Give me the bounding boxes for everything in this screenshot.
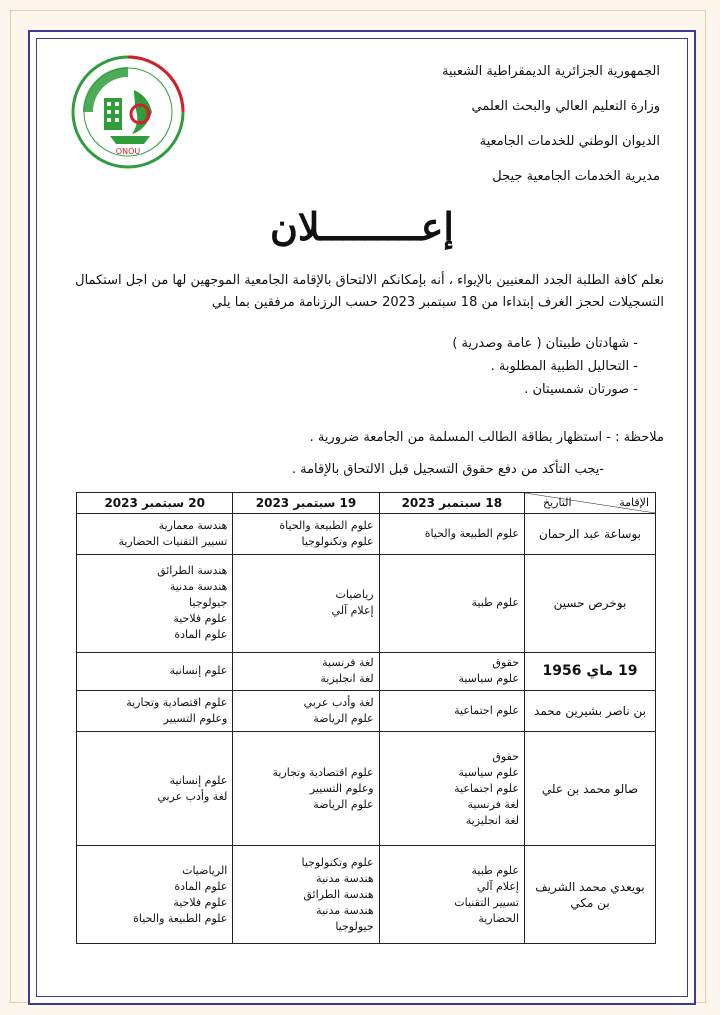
specialty-item: تسيير التقنيات xyxy=(454,895,519,909)
specialty-item: لغة فرنسية xyxy=(322,656,374,670)
specialty-item: علوم المادة xyxy=(174,879,228,893)
specialties-cell xyxy=(77,846,233,944)
specialty-item: لغة وأدب عربي xyxy=(157,789,228,803)
residence-name-cell: بويعدي محمد الشريف بن مكي xyxy=(525,846,656,944)
specialty-item: هندسة معمارية xyxy=(158,518,228,532)
specialty-item: هندسة مدنية xyxy=(316,903,374,917)
notes-section xyxy=(64,422,664,486)
header-line-ministry: وزارة التعليم العالي والبحث العلمي xyxy=(471,99,660,114)
specialty-item: لغة انجليزية xyxy=(320,672,374,686)
specialty-item: إعلام آلي xyxy=(331,604,374,618)
specialty-item: علوم فلاحية xyxy=(173,612,228,626)
specialty-item: لغة وأدب عربي xyxy=(303,696,374,710)
specialties-cell xyxy=(379,514,524,555)
specialty-item: علوم المادة xyxy=(174,628,228,642)
note-item: -يجب التأكد من دفع حقوق التسجيل قبل الالتحاق بالإقامة . xyxy=(291,462,604,477)
specialty-item: علوم اجتماعية xyxy=(454,704,519,718)
note-row xyxy=(64,454,664,486)
residence-name-cell: بوخرص حسين xyxy=(525,554,656,652)
registration-schedule-table xyxy=(76,492,656,944)
specialty-item: علوم فلاحية xyxy=(173,895,228,909)
specialty-item: هندسة الطرائق xyxy=(303,887,374,901)
header-line-republic: الجمهورية الجزائرية الديمقراطية الشعبية xyxy=(442,64,660,79)
table-header-row xyxy=(77,493,656,514)
specialty-item: علوم إنسانية xyxy=(169,773,228,787)
residence-name-cell: صالو محمد بن علي xyxy=(525,732,656,846)
specialty-item: علوم طبية xyxy=(471,596,519,610)
date-header: 19 سبتمبر 2023 xyxy=(233,493,379,514)
specialty-item: علوم وتكنولوجيا xyxy=(301,855,374,869)
specialty-item: جيولوجيا xyxy=(189,596,228,610)
note-row xyxy=(64,422,664,454)
table-row xyxy=(77,514,656,555)
specialties-cell xyxy=(233,732,379,846)
specialty-item: الرياضيات xyxy=(182,863,228,877)
specialty-item: علوم إنسانية xyxy=(169,664,228,678)
specialties-cell xyxy=(379,732,524,846)
residence-name-cell: بن ناصر بشيرين محمد xyxy=(525,691,656,732)
requirement-item: - صورتان شمسيتان . xyxy=(218,378,638,401)
specialties-cell xyxy=(77,691,233,732)
specialties-cell xyxy=(77,554,233,652)
corner-residence-label: الإقامة xyxy=(619,496,649,509)
specialties-cell xyxy=(379,554,524,652)
date-header: 20 سبتمبر 2023 xyxy=(77,493,233,514)
svg-text:ONOU: ONOU xyxy=(115,147,141,156)
note-item: - استظهار بطاقة الطالب المسلمة من الجامعة ضرورية . xyxy=(309,430,611,445)
specialty-item: علوم اقتصادية وتجارية xyxy=(272,765,374,779)
specialties-cell xyxy=(379,652,524,691)
table-row xyxy=(77,846,656,944)
specialty-item: الحضارية xyxy=(478,911,519,925)
announcement-page xyxy=(28,30,696,1005)
specialties-cell xyxy=(77,732,233,846)
corner-date-label: التاريخ xyxy=(543,496,572,509)
table-row xyxy=(77,732,656,846)
header-line-directorate: مديرية الخدمات الجامعية جيجل xyxy=(492,169,660,184)
specialty-item: علوم الطبيعة والحياة xyxy=(133,911,228,925)
table-row xyxy=(77,652,656,691)
intro-paragraph: نعلم كافة الطلبة الجدد المعنيين بالإيواء ، أنه بإمكانكم الالتحاق بالإقامة الجامعية الموجهين لها من اجل استكمال التسجيلات لحجز الغرف إبتداءا من 18 سبتمبر 2023 حسب الرزنامة مرفقين بما يلي xyxy=(75,273,664,310)
requirements-list xyxy=(218,332,638,401)
specialty-item: علوم الطبيعة والحياة xyxy=(424,526,519,540)
specialty-item: جيولوجيا xyxy=(335,919,374,933)
table-row xyxy=(77,554,656,652)
specialties-cell xyxy=(233,514,379,555)
specialty-item: حقوق xyxy=(492,656,519,670)
date-header: 18 سبتمبر 2023 xyxy=(379,493,524,514)
specialty-item: علوم طبية xyxy=(471,863,519,877)
residence-name-cell: بوساعة عبد الرحمان xyxy=(525,514,656,555)
specialty-item: حقوق xyxy=(492,749,519,763)
notes-label: ملاحظة : xyxy=(615,430,664,445)
specialty-item: علوم اجتماعية xyxy=(454,781,519,795)
specialty-item: رياضيات xyxy=(335,588,374,602)
specialty-item: لغة فرنسية xyxy=(467,797,519,811)
specialties-cell xyxy=(233,846,379,944)
ministry-header xyxy=(300,54,660,194)
specialties-cell xyxy=(379,691,524,732)
requirement-item: - شهادتان طبيتان ( عامة وصدرية ) xyxy=(218,332,638,355)
specialty-item: وعلوم التسيير xyxy=(163,712,228,726)
specialties-cell xyxy=(77,652,233,691)
specialty-item: علوم سياسية xyxy=(458,672,519,686)
specialty-item: علوم الرياضة xyxy=(313,797,374,811)
specialties-cell xyxy=(233,554,379,652)
specialty-item: علوم الطبيعة والحياة xyxy=(279,518,374,532)
table-corner-cell xyxy=(525,493,656,514)
header-line-office: الديوان الوطني للخدمات الجامعية xyxy=(479,134,660,149)
residence-name-cell: 19 ماي 1956 xyxy=(525,652,656,691)
specialty-item: تسيير التقنيات الحضارية xyxy=(118,534,228,548)
specialty-item: هندسة مدنية xyxy=(169,580,228,594)
specialty-item: هندسة مدنية xyxy=(316,871,374,885)
specialty-item: علوم الرياضة xyxy=(313,712,374,726)
table-row xyxy=(77,691,656,732)
specialty-item: علوم سياسية xyxy=(458,765,519,779)
specialty-item: علوم وتكنولوجيا xyxy=(301,534,374,548)
specialty-item: علوم اقتصادية وتجارية xyxy=(126,696,228,710)
specialty-item: هندسة الطرائق xyxy=(157,564,228,578)
specialties-cell xyxy=(233,652,379,691)
specialty-item: وعلوم التسيير xyxy=(309,781,374,795)
specialties-cell xyxy=(233,691,379,732)
specialty-item: إعلام آلي xyxy=(476,879,519,893)
specialties-cell xyxy=(77,514,233,555)
university-services-logo xyxy=(70,54,186,170)
announcement-title: إعـــــــــلان xyxy=(269,204,454,249)
specialties-cell xyxy=(379,846,524,944)
requirement-item: - التحاليل الطبية المطلوبة . xyxy=(218,355,638,378)
specialty-item: لغة انجليزية xyxy=(465,813,519,827)
